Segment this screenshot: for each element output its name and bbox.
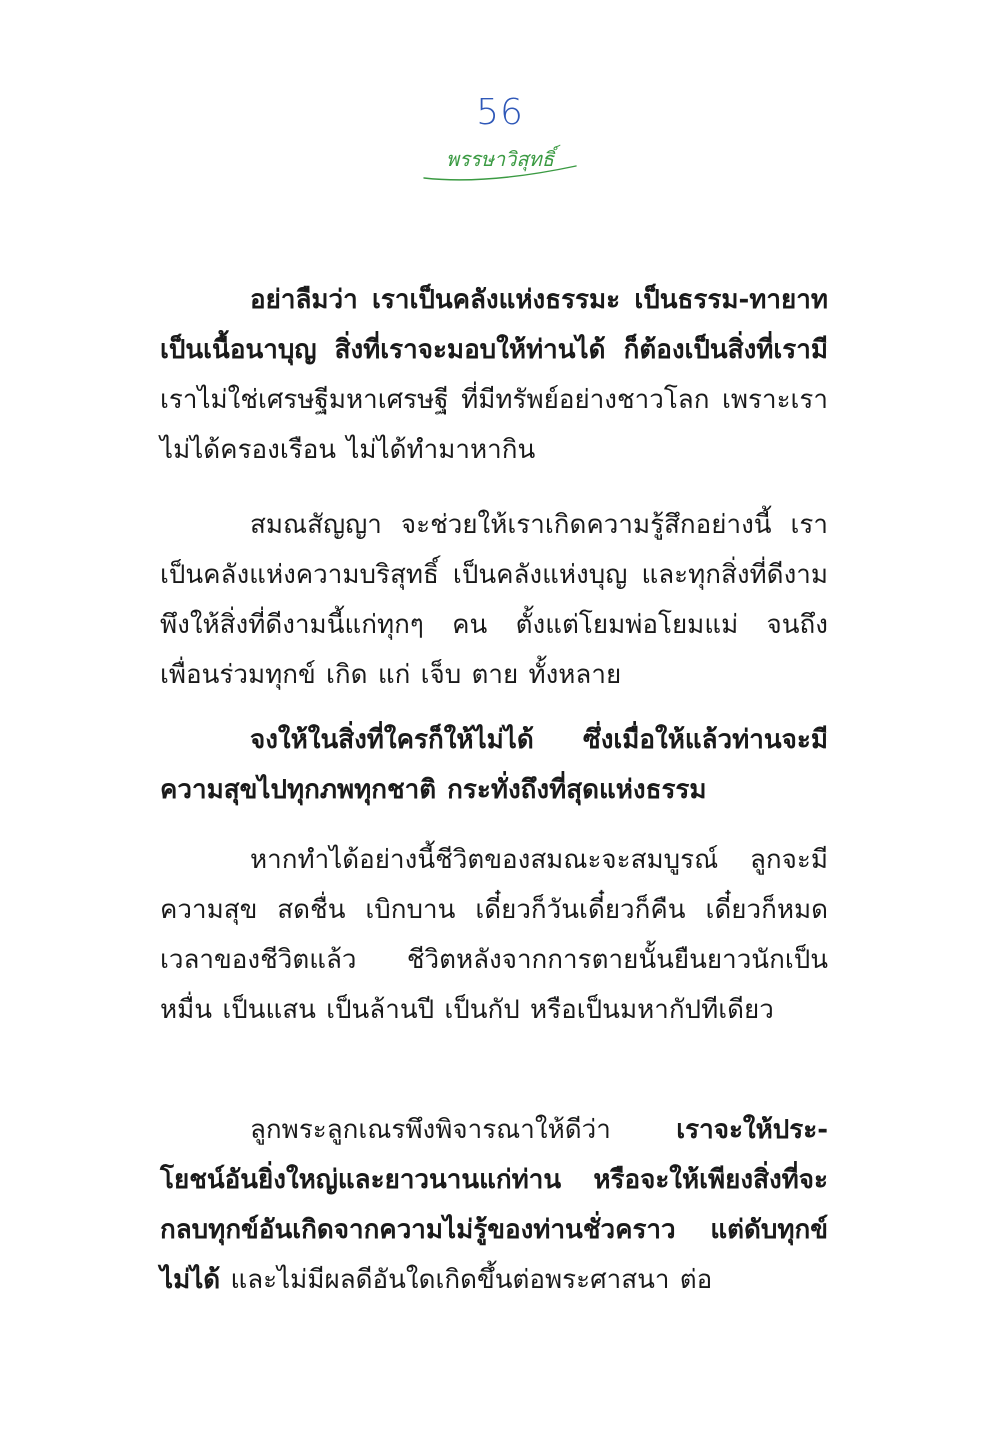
paragraph-1	[160, 275, 828, 475]
paragraph-5	[160, 1105, 828, 1305]
paragraph-2-text: สมณสัญญา จะช่วยให้เราเกิดความรู้สึกอย่างนี้ เราเป็นคลังแห่งความบริสุทธิ์ เป็นคลังแห่งบุญ และทุกสิ่งที่ดีงาม พึงให้สิ่งที่ดีงามนี้แก่ทุกๆ คน ตั้งแต่โยมพ่อโยมแม่ จนถึงเพื่อนร่วมทุกข์ เกิด แก่ เจ็บ ตาย ทั้งหลาย	[160, 510, 828, 690]
paragraph-5-tail: และไม่มีผลดีอันใดเกิดขึ้นต่อพระศาสนา ต่อ	[220, 1265, 713, 1295]
paragraph-3	[160, 715, 828, 815]
paragraph-5-lead: ลูกพระลูกเณรพึงพิจารณาให้ดีว่า	[250, 1115, 677, 1145]
paragraph-4	[160, 835, 828, 1035]
paragraph-3-text: จงให้ในสิ่งที่ใครก็ให้ไม่ได้ ซึ่งเมื่อให้แล้วท่านจะมีความสุขไปทุกภพทุกชาติ กระทั่งถึงที่สุดแห่งธรรม	[160, 725, 828, 805]
paragraph-1-bold: อย่าลืมว่า เราเป็นคลังแห่งธรรมะ เป็นธรรม-ทายาท เป็นเนื้อนาบุญ สิ่งที่เราจะมอบให้ท่านได้ ก็ต้องเป็นสิ่งที่เรามี	[160, 285, 828, 365]
page-number: 56	[476, 92, 524, 133]
paragraph-2	[160, 500, 828, 700]
paragraph-5-bold: เราจะให้ประ-โยชน์อันยิ่งใหญ่และยาวนานแก่ท่าน หรือจะให้เพียงสิ่งที่จะกลบทุกข์อันเกิดจากความไม่รู้ของท่านชั่วคราว แต่ดับทุกข์ไม่ได้	[160, 1115, 828, 1295]
book-title: พรรษาวิสุทธิ์	[446, 147, 554, 171]
paragraph-1-text: เราไม่ใช่เศรษฐีมหาเศรษฐี ที่มีทรัพย์อย่างชาวโลก เพราะเราไม่ได้ครองเรือน ไม่ได้ทำมาหากิน	[160, 385, 828, 465]
title-swash-ornament	[420, 160, 580, 184]
paragraph-4-text: หากทำได้อย่างนี้ชีวิตของสมณะจะสมบูรณ์ ลูกจะมีความสุข สดชื่น เบิกบาน เดี๋ยวก็วันเดี๋ยวก็คืน เดี๋ยวก็หมดเวลาของชีวิตแล้ว ชีวิตหลังจากการตายนั้นยืนยาวนักเป็นหมื่น เป็นแสน เป็นล้านปี เป็นกัป หรือเป็นมหากัปทีเดียว	[160, 845, 828, 1025]
